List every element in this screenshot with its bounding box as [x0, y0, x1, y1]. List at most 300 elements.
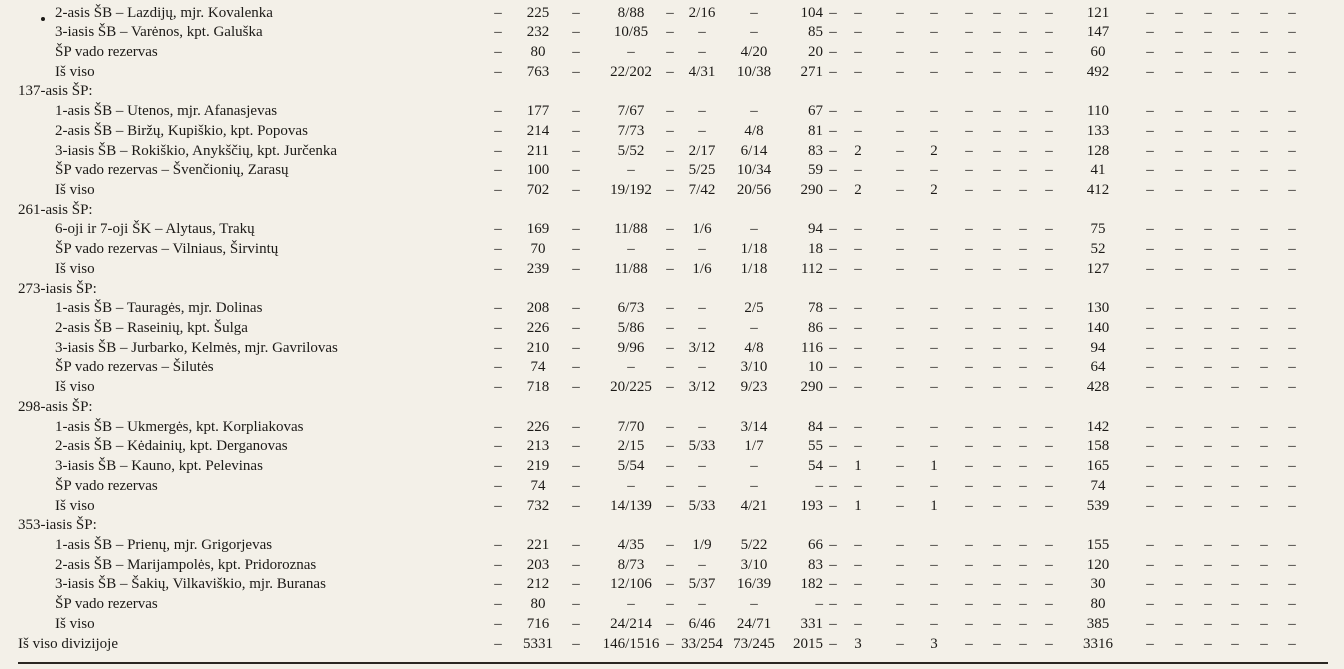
cell-col-0: – — [494, 241, 502, 258]
table-row — [0, 43, 1344, 63]
cell-col-1: 732 — [526, 497, 550, 514]
cell-col-14: – — [1019, 418, 1027, 435]
cell-col-14: – — [1019, 438, 1027, 455]
cell-col-20: – — [1231, 596, 1239, 613]
cell-col-18: – — [1175, 162, 1183, 179]
cell-col-15: – — [1045, 43, 1053, 60]
cell-col-11: – — [930, 536, 938, 553]
cell-col-16: 165 — [1086, 458, 1110, 475]
cell-col-19: – — [1204, 162, 1212, 179]
cell-col-0: – — [494, 576, 502, 593]
cell-col-4: – — [666, 458, 674, 475]
cell-col-16: 60 — [1090, 43, 1106, 60]
cell-col-21: – — [1260, 63, 1268, 80]
cell-col-11: – — [930, 359, 938, 376]
cell-col-4: – — [666, 596, 674, 613]
cell-col-14: – — [1019, 615, 1027, 632]
cell-col-5: – — [698, 300, 706, 317]
cell-col-9: – — [854, 63, 862, 80]
cell-col-13: – — [993, 162, 1001, 179]
cell-col-8: – — [829, 418, 837, 435]
cell-col-6: 10/38 — [736, 63, 772, 80]
table-row — [0, 260, 1344, 280]
cell-col-3: 7/73 — [617, 122, 645, 139]
cell-col-3: 22/202 — [610, 63, 652, 80]
cell-col-6: 1/18 — [740, 260, 768, 277]
row-label: Iš viso — [55, 379, 95, 396]
cell-col-10: – — [896, 576, 904, 593]
cell-col-20: – — [1231, 122, 1239, 139]
row-label: ŠP vado rezervas – Vilniaus, Širvintų — [55, 241, 279, 258]
cell-col-14: – — [1019, 24, 1027, 41]
cell-col-19: – — [1204, 103, 1212, 120]
cell-col-6: 3/10 — [740, 359, 768, 376]
cell-col-17: – — [1146, 4, 1154, 21]
regiment-header-row — [0, 398, 1344, 418]
cell-col-19: – — [1204, 181, 1212, 198]
cell-col-19: – — [1204, 556, 1212, 573]
cell-col-3: 12/106 — [610, 576, 652, 593]
cell-col-16: 94 — [1090, 339, 1106, 356]
cell-col-14: – — [1019, 300, 1027, 317]
cell-col-2: – — [572, 635, 580, 652]
cell-col-12: – — [965, 300, 973, 317]
cell-col-5: 1/6 — [692, 221, 712, 238]
cell-col-2: – — [572, 458, 580, 475]
cell-col-16: 64 — [1090, 359, 1106, 376]
cell-col-9: – — [854, 320, 862, 337]
table-row — [0, 595, 1344, 615]
regiment-header-row — [0, 280, 1344, 300]
cell-col-11: – — [930, 418, 938, 435]
cell-col-22: – — [1288, 339, 1296, 356]
table-row — [0, 556, 1344, 576]
cell-col-15: – — [1045, 615, 1053, 632]
cell-col-21: – — [1260, 241, 1268, 258]
cell-col-4: – — [666, 339, 674, 356]
cell-col-13: – — [993, 418, 1001, 435]
cell-col-20: – — [1231, 162, 1239, 179]
cell-col-5: 5/37 — [688, 576, 716, 593]
cell-col-19: – — [1204, 438, 1212, 455]
cell-col-15: – — [1045, 497, 1053, 514]
cell-col-16: 385 — [1086, 615, 1110, 632]
cell-col-8: – — [829, 63, 837, 80]
cell-col-15: – — [1045, 162, 1053, 179]
cell-col-4: – — [666, 142, 674, 159]
cell-col-20: – — [1231, 181, 1239, 198]
cell-col-16: 492 — [1086, 63, 1110, 80]
cell-col-18: – — [1175, 142, 1183, 159]
cell-col-21: – — [1260, 300, 1268, 317]
cell-col-12: – — [965, 103, 973, 120]
cell-col-10: – — [896, 162, 904, 179]
cell-col-7: 20 — [808, 43, 823, 60]
cell-col-4: – — [666, 162, 674, 179]
cell-col-2: – — [572, 122, 580, 139]
cell-col-17: – — [1146, 379, 1154, 396]
cell-col-20: – — [1231, 497, 1239, 514]
row-label: 3-iasis ŠB – Varėnos, kpt. Galuška — [55, 24, 263, 41]
cell-col-7: 54 — [808, 458, 823, 475]
cell-col-20: – — [1231, 339, 1239, 356]
cell-col-9: – — [854, 615, 862, 632]
cell-col-3: – — [627, 162, 635, 179]
cell-col-16: 412 — [1086, 181, 1110, 198]
cell-col-13: – — [993, 458, 1001, 475]
cell-col-7: 59 — [808, 162, 823, 179]
cell-col-3: – — [627, 359, 635, 376]
cell-col-3: 8/88 — [617, 4, 645, 21]
cell-col-20: – — [1231, 63, 1239, 80]
cell-col-7: 271 — [800, 63, 823, 80]
cell-col-22: – — [1288, 320, 1296, 337]
cell-col-6: – — [750, 596, 758, 613]
cell-col-8: – — [829, 497, 837, 514]
cell-col-22: – — [1288, 24, 1296, 41]
cell-col-14: – — [1019, 63, 1027, 80]
cell-col-15: – — [1045, 576, 1053, 593]
cell-col-6: 10/34 — [736, 162, 772, 179]
cell-col-8: – — [829, 4, 837, 21]
cell-col-16: 121 — [1086, 4, 1110, 21]
cell-col-14: – — [1019, 458, 1027, 475]
cell-col-1: 211 — [527, 142, 549, 159]
row-label: Iš viso — [55, 181, 95, 198]
cell-col-0: – — [494, 24, 502, 41]
cell-col-19: – — [1204, 300, 1212, 317]
cell-col-11: – — [930, 300, 938, 317]
cell-col-12: – — [965, 43, 973, 60]
cell-col-4: – — [666, 221, 674, 238]
cell-col-21: – — [1260, 635, 1268, 652]
cell-col-17: – — [1146, 320, 1154, 337]
cell-col-16: 120 — [1086, 556, 1110, 573]
cell-col-8: – — [829, 438, 837, 455]
cell-col-5: 1/6 — [692, 260, 712, 277]
cell-col-11: – — [930, 339, 938, 356]
table-row — [0, 536, 1344, 556]
cell-col-8: – — [829, 181, 837, 198]
cell-col-16: 110 — [1087, 103, 1109, 120]
cell-col-10: – — [896, 359, 904, 376]
cell-col-22: – — [1288, 241, 1296, 258]
cell-col-21: – — [1260, 438, 1268, 455]
row-label: 3-iasis ŠB – Kauno, kpt. Pelevinas — [55, 458, 263, 475]
cell-col-11: 2 — [930, 142, 938, 159]
cell-col-5: 5/33 — [688, 497, 716, 514]
cell-col-3: 10/85 — [613, 24, 649, 41]
cell-col-17: – — [1146, 556, 1154, 573]
cell-col-10: – — [896, 536, 904, 553]
cell-col-1: 80 — [530, 43, 546, 60]
cell-col-16: 539 — [1086, 497, 1110, 514]
table-row — [0, 161, 1344, 181]
cell-col-3: 7/67 — [617, 103, 645, 120]
cell-col-12: – — [965, 556, 973, 573]
cell-col-5: 2/16 — [688, 4, 716, 21]
cell-col-8: – — [829, 359, 837, 376]
cell-col-19: – — [1204, 122, 1212, 139]
cell-col-6: – — [750, 458, 758, 475]
cell-col-2: – — [572, 162, 580, 179]
cell-col-6: 1/7 — [744, 438, 764, 455]
cell-col-2: – — [572, 241, 580, 258]
cell-col-21: – — [1260, 379, 1268, 396]
cell-col-15: – — [1045, 63, 1053, 80]
cell-col-17: – — [1146, 24, 1154, 41]
cell-col-17: – — [1146, 339, 1154, 356]
cell-col-22: – — [1288, 596, 1296, 613]
cell-col-15: – — [1045, 103, 1053, 120]
table-row — [0, 477, 1344, 497]
cell-col-3: 4/35 — [617, 536, 645, 553]
table-row — [0, 319, 1344, 339]
cell-col-13: – — [993, 4, 1001, 21]
cell-col-15: – — [1045, 260, 1053, 277]
cell-col-9: – — [854, 556, 862, 573]
cell-col-4: – — [666, 556, 674, 573]
cell-col-11: – — [930, 241, 938, 258]
cell-col-11: – — [930, 320, 938, 337]
cell-col-2: – — [572, 63, 580, 80]
cell-col-12: – — [965, 596, 973, 613]
cell-col-14: – — [1019, 103, 1027, 120]
cell-col-10: – — [896, 241, 904, 258]
cell-col-22: – — [1288, 418, 1296, 435]
cell-col-8: – — [829, 596, 837, 613]
cell-col-9: – — [854, 221, 862, 238]
cell-col-14: – — [1019, 477, 1027, 494]
cell-col-14: – — [1019, 142, 1027, 159]
cell-col-12: – — [965, 4, 973, 21]
cell-col-9: 2 — [854, 181, 862, 198]
cell-col-18: – — [1175, 320, 1183, 337]
cell-col-12: – — [965, 497, 973, 514]
cell-col-5: – — [698, 556, 706, 573]
cell-col-15: – — [1045, 24, 1053, 41]
cell-col-13: – — [993, 438, 1001, 455]
cell-col-14: – — [1019, 635, 1027, 652]
cell-col-18: – — [1175, 221, 1183, 238]
cell-col-14: – — [1019, 122, 1027, 139]
cell-col-10: – — [896, 596, 904, 613]
cell-col-19: – — [1204, 339, 1212, 356]
cell-col-11: – — [930, 477, 938, 494]
cell-col-13: – — [993, 181, 1001, 198]
table-row — [0, 122, 1344, 142]
cell-col-6: 5/22 — [740, 536, 768, 553]
cell-col-5: – — [698, 241, 706, 258]
cell-col-2: – — [572, 359, 580, 376]
cell-col-5: – — [698, 418, 706, 435]
cell-col-7: 83 — [808, 142, 823, 159]
row-label: 1-asis ŠB – Prienų, mjr. Grigorjevas — [55, 536, 273, 553]
cell-col-20: – — [1231, 260, 1239, 277]
cell-col-12: – — [965, 438, 973, 455]
cell-col-22: – — [1288, 63, 1296, 80]
cell-col-10: – — [896, 260, 904, 277]
cell-col-9: – — [854, 536, 862, 553]
cell-col-14: – — [1019, 576, 1027, 593]
cell-col-5: 5/25 — [688, 162, 716, 179]
row-label: 1-asis ŠB – Utenos, mjr. Afanasjevas — [55, 103, 278, 120]
cell-col-13: – — [993, 260, 1001, 277]
cell-col-13: – — [993, 477, 1001, 494]
cell-col-9: – — [854, 162, 862, 179]
cell-col-22: – — [1288, 635, 1296, 652]
cell-col-13: – — [993, 379, 1001, 396]
row-label: 3-iasis ŠB – Jurbarko, Kelmės, mjr. Gavrilovas — [55, 339, 338, 356]
cell-col-9: – — [854, 339, 862, 356]
cell-col-1: 214 — [526, 122, 550, 139]
cell-col-18: – — [1175, 458, 1183, 475]
cell-col-4: – — [666, 103, 674, 120]
cell-col-11: – — [930, 24, 938, 41]
cell-col-14: – — [1019, 162, 1027, 179]
cell-col-7: 83 — [808, 556, 823, 573]
cell-col-17: – — [1146, 576, 1154, 593]
cell-col-20: – — [1231, 320, 1239, 337]
cell-col-2: – — [572, 260, 580, 277]
cell-col-15: – — [1045, 142, 1053, 159]
cell-col-4: – — [666, 536, 674, 553]
cell-col-22: – — [1288, 379, 1296, 396]
regiment-name: 353-iasis ŠP: — [18, 517, 97, 534]
row-label: 2-asis ŠB – Biržų, Kupiškio, kpt. Popovas — [55, 122, 308, 139]
cell-col-22: – — [1288, 477, 1296, 494]
cell-col-18: – — [1175, 418, 1183, 435]
cell-col-13: – — [993, 635, 1001, 652]
table-row — [0, 102, 1344, 122]
cell-col-3: – — [627, 477, 635, 494]
cell-col-12: – — [965, 379, 973, 396]
regiment-header-row — [0, 516, 1344, 536]
cell-col-15: – — [1045, 379, 1053, 396]
cell-col-6: 4/20 — [740, 43, 768, 60]
cell-col-18: – — [1175, 300, 1183, 317]
cell-col-21: – — [1260, 221, 1268, 238]
cell-col-10: – — [896, 122, 904, 139]
cell-col-3: 9/96 — [617, 339, 645, 356]
cell-col-10: – — [896, 458, 904, 475]
cell-col-0: – — [494, 43, 502, 60]
cell-col-0: – — [494, 596, 502, 613]
regiment-name: 273-iasis ŠP: — [18, 280, 97, 297]
cell-col-3: – — [627, 43, 635, 60]
table-bottom-rule — [18, 662, 1328, 664]
cell-col-18: – — [1175, 260, 1183, 277]
cell-col-8: – — [829, 162, 837, 179]
cell-col-18: – — [1175, 438, 1183, 455]
cell-col-10: – — [896, 142, 904, 159]
regiment-name: 137-asis ŠP: — [18, 83, 93, 100]
cell-col-20: – — [1231, 438, 1239, 455]
cell-col-22: – — [1288, 142, 1296, 159]
cell-col-7: 290 — [800, 379, 823, 396]
cell-col-1: 80 — [530, 596, 546, 613]
cell-col-17: – — [1146, 142, 1154, 159]
cell-col-3: 14/139 — [610, 497, 652, 514]
row-label: 1-asis ŠB – Ukmergės, kpt. Korpliakovas — [55, 418, 304, 435]
cell-col-9: – — [854, 241, 862, 258]
cell-col-19: – — [1204, 635, 1212, 652]
cell-col-1: 70 — [530, 241, 546, 258]
cell-col-13: – — [993, 63, 1001, 80]
cell-col-11: – — [930, 556, 938, 573]
cell-col-14: – — [1019, 43, 1027, 60]
cell-col-21: – — [1260, 260, 1268, 277]
cell-col-20: – — [1231, 221, 1239, 238]
cell-col-2: – — [572, 181, 580, 198]
cell-col-9: – — [854, 418, 862, 435]
cell-col-22: – — [1288, 221, 1296, 238]
cell-col-6: 4/8 — [744, 122, 764, 139]
cell-col-20: – — [1231, 379, 1239, 396]
cell-col-9: 1 — [854, 497, 862, 514]
cell-col-0: – — [494, 320, 502, 337]
cell-col-5: – — [698, 359, 706, 376]
cell-col-11: – — [930, 438, 938, 455]
cell-col-0: – — [494, 359, 502, 376]
cell-col-10: – — [896, 103, 904, 120]
cell-col-4: – — [666, 260, 674, 277]
cell-col-8: – — [829, 122, 837, 139]
cell-col-16: 155 — [1086, 536, 1110, 553]
cell-col-17: – — [1146, 221, 1154, 238]
row-label: Iš viso — [55, 63, 95, 80]
cell-col-5: 3/12 — [688, 379, 716, 396]
cell-col-8: – — [829, 635, 837, 652]
cell-col-16: 140 — [1086, 320, 1110, 337]
cell-col-10: – — [896, 635, 904, 652]
cell-col-11: – — [930, 221, 938, 238]
cell-col-18: – — [1175, 635, 1183, 652]
cell-col-14: – — [1019, 556, 1027, 573]
cell-col-15: – — [1045, 477, 1053, 494]
cell-col-18: – — [1175, 477, 1183, 494]
cell-col-15: – — [1045, 536, 1053, 553]
table-row — [0, 437, 1344, 457]
cell-col-5: – — [698, 122, 706, 139]
cell-col-3: 11/88 — [614, 260, 648, 277]
cell-col-0: – — [494, 438, 502, 455]
cell-col-13: – — [993, 359, 1001, 376]
cell-col-13: – — [993, 122, 1001, 139]
division-total-row — [0, 635, 1344, 655]
cell-col-2: – — [572, 24, 580, 41]
cell-col-20: – — [1231, 477, 1239, 494]
cell-col-10: – — [896, 339, 904, 356]
cell-col-15: – — [1045, 122, 1053, 139]
cell-col-7: 84 — [808, 418, 823, 435]
cell-col-8: – — [829, 615, 837, 632]
cell-col-19: – — [1204, 379, 1212, 396]
cell-col-13: – — [993, 576, 1001, 593]
cell-col-22: – — [1288, 576, 1296, 593]
cell-col-21: – — [1260, 418, 1268, 435]
cell-col-6: 2/5 — [744, 300, 764, 317]
cell-col-14: – — [1019, 181, 1027, 198]
cell-col-19: – — [1204, 63, 1212, 80]
cell-col-14: – — [1019, 379, 1027, 396]
cell-col-11: – — [930, 63, 938, 80]
cell-col-0: – — [494, 181, 502, 198]
row-label: 3-iasis ŠB – Šakių, Vilkaviškio, mjr. Buranas — [55, 576, 326, 593]
cell-col-4: – — [666, 241, 674, 258]
table-row — [0, 378, 1344, 398]
row-label: ŠP vado rezervas — [55, 596, 158, 613]
